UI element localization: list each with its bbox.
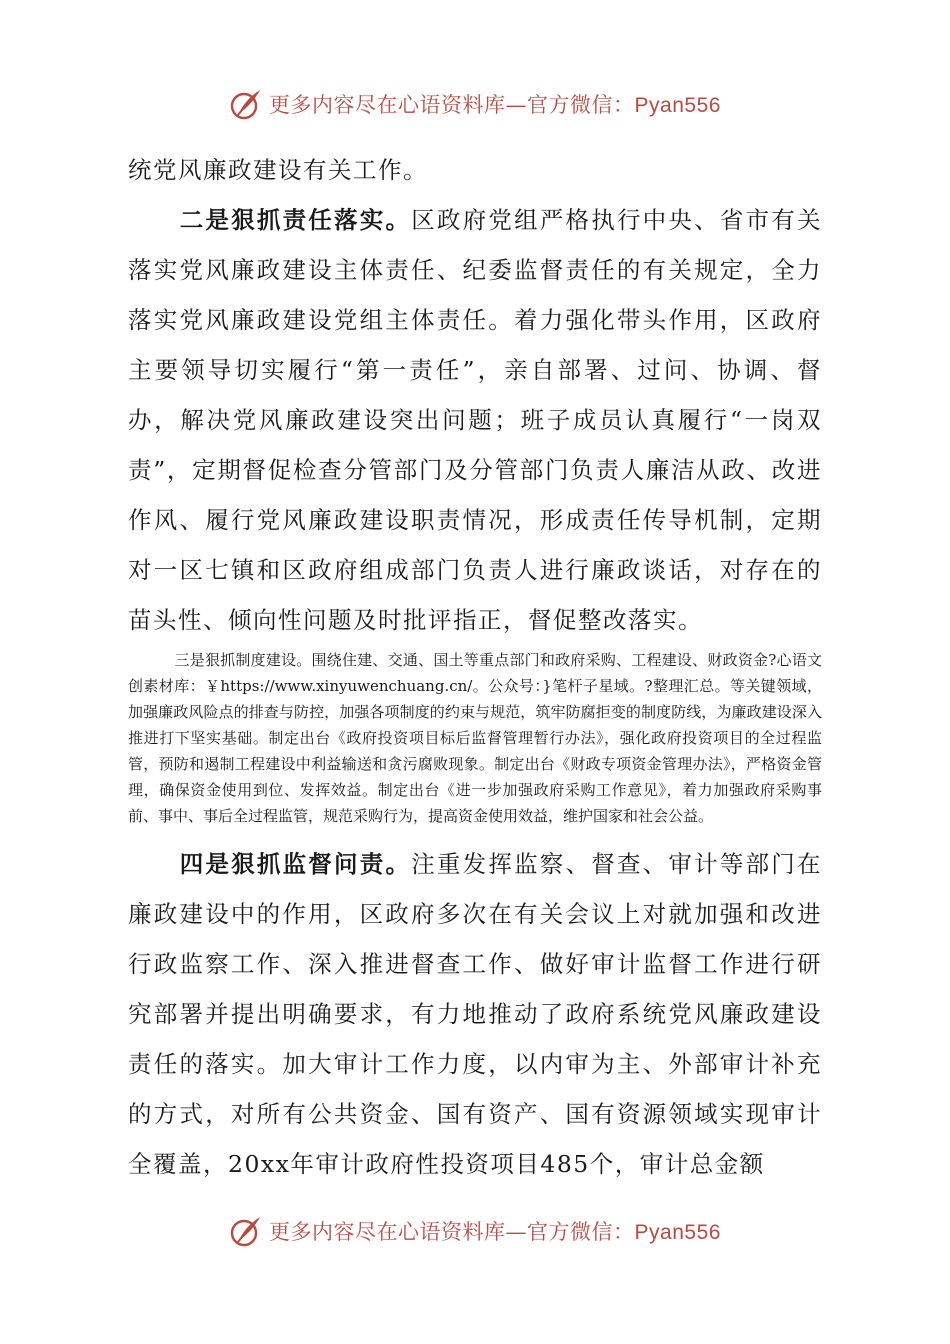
paragraph-heading: 四是狠抓监督问责。: [179, 850, 412, 878]
paragraph-continuation: 统党风廉政建设有关工作。: [128, 156, 428, 184]
paragraph-text: 区政府党组严格执行中央、省市有关落实党风廉政建设主体责任、纪委监督责任的有关规定，全力落实党风廉政建设党组主体责任。着力强化带头作用，区政府主要领导切实履行“第一责任”，亲自部署、过问、协调、督办，解决党风廉政建设突出问题；班子成员认真履行“一岗双责”，定期督促检查分管部门及分管部门负责人廉洁从政、改进作风、履行党风廉政建设职责情况，形成责任传导机制，定期对一区七镇和区政府组成部门负责人进行廉政谈话，对存在的苗头性、倾向性问题及时批评指正，督促整改落实。: [128, 206, 823, 634]
paragraph-heading: 二是狠抓责任落实。: [179, 206, 412, 234]
header-banner: [0, 82, 950, 126]
quill-pen-logo-icon: [229, 87, 263, 121]
paragraph-responsibility: [128, 195, 822, 645]
quill-pen-logo-icon: [229, 1214, 263, 1248]
banner-slogan: 更多内容尽在心语资料库—官方微信：: [269, 93, 635, 117]
banner-slogan: 更多内容尽在心语资料库—官方微信：: [269, 1220, 635, 1244]
document-body: [128, 145, 822, 1189]
paragraph-system-building: 三是狠抓制度建设。围绕住建、交通、国土等重点部门和政府采购、工程建设、财政资金?心语文创素材库：￥https://www.xinyuwenchuang.cn/。公众号：}笔杆子星域。?整理汇总。等关键领域，加强廉政风险点的排查与防控，加强各项制度的约束与规范，筑牢防腐拒变的制度防线，为廉政建设深入推进打下坚实基础。制定出台《政府投资项目标后监督管理暂行办法》，强化政府投资项目的全过程监管，预防和遏制工程建设中利益输送和贪污腐败现象。制定出台《财政专项资金管理办法》，严格资金管理，确保资金使用到位、发挥效益。制定出台《进一步加强政府采购工作意见》，着力加强政府采购事前、事中、事后全过程监管，规范采购行为，提高资金使用效益，维护国家和社会公益。: [128, 651, 822, 825]
banner-text: [269, 89, 721, 119]
paragraph-text: 注重发挥监察、督查、审计等部门在廉政建设中的作用，区政府多次在有关会议上对就加强和改进行政监察工作、深入推进督查工作、做好审计监督工作进行研究部署并提出明确要求，有力地推动了政府系统党风廉政建设责任的落实。加大审计工作力度，以内审为主、外部审计补充的方式，对所有公共资金、国有资产、国有资源领域实现审计全覆盖，20xx年审计政府性投资项目485个，审计总金额: [128, 850, 823, 1178]
paragraph-supervision: [128, 839, 822, 1189]
banner-wechat-id: Pyan556: [634, 94, 721, 117]
footer-banner: [0, 1209, 950, 1253]
banner-text: [269, 1216, 721, 1246]
banner-wechat-id: Pyan556: [634, 1221, 721, 1244]
